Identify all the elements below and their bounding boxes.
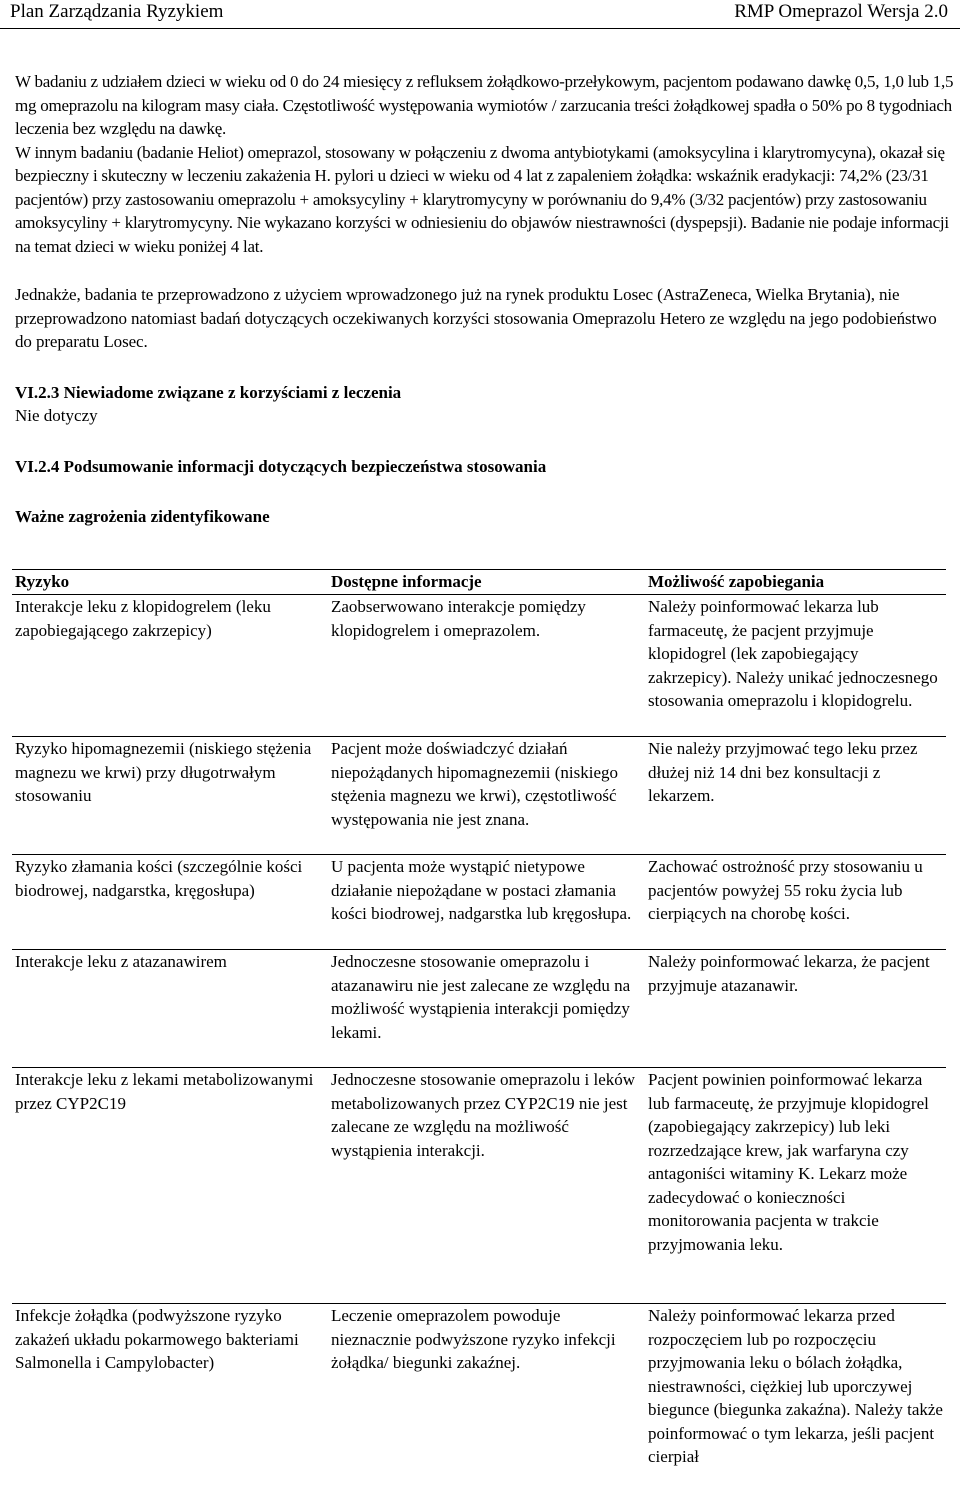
cell-prevention: Nie należy przyjmować tego leku przez dłużej niż 14 dni bez konsultacji z lekarzem. (645, 737, 946, 855)
cell-info: Jednoczesne stosowanie omeprazolu i leków metabolizowanych przez CYP2C19 nie jest zalecane ze względu na możliwość wystąpienia interakcji. (328, 1068, 645, 1304)
column-header-risk: Ryzyko (12, 570, 328, 595)
cell-risk: Interakcje leku z klopidogrelem (leku zapobiegającego zakrzepicy) (12, 595, 328, 737)
cell-risk: Interakcje leku z atazanawirem (12, 950, 328, 1068)
table-row (12, 950, 946, 1068)
header-document-title: Plan Zarządzania Ryzykiem (10, 0, 223, 24)
cell-prevention: Należy poinformować lekarza przed rozpoczęciem lub po rozpoczęciu przyjmowania leku o bólach żołądka, niestrawności, ciężkiej lub uporczywej biegunce (biegunka zakaźna). Należy także poinformować o tym lekarza, jeśli pacjent cierpiał (645, 1304, 946, 1504)
cell-prevention: Należy poinformować lekarza, że pacjent przyjmuje atazanawir. (645, 950, 946, 1068)
paragraph-study-infants: W badaniu z udziałem dzieci w wieku od 0 do 24 miesięcy z refluksem żołądkowo-przełykowym, pacjentom podawano dawkę 0,5, 1,0 lub 1,5 mg omeprazolu na kilogram masy ciała. Częstotliwość występowania wymiotów / zarzucania treści żołądkowej spadła o 50% po 8 tygodniach leczenia bez względu na dawkę. (15, 70, 957, 141)
cell-info: Leczenie omeprazolem powoduje nieznacznie podwyższone ryzyko infekcji żołądka/ biegunki zakaźnej. (328, 1304, 645, 1504)
document-body (15, 70, 957, 529)
column-header-prevention: Możliwość zapobiegania (645, 570, 946, 595)
column-header-info: Dostępne informacje (328, 570, 645, 595)
section-vi-2-3-body: Nie dotyczy (15, 404, 957, 428)
paragraph-losec-note: Jednakże, badania te przeprowadzono z użyciem wprowadzonego już na rynek produktu Losec (AstraZeneca, Wielka Brytania), nie przeprowadzono natomiast badań dotyczących oczekiwanych korzyści stosowania Omeprazolu Hetero ze względu na jego podobieństwo do preparatu Losec. (15, 283, 957, 354)
cell-risk: Infekcje żołądka (podwyższone ryzyko zakażeń układu pokarmowego bakteriami Salmonella i Campylobacter) (12, 1304, 328, 1504)
header-divider (0, 28, 960, 29)
cell-risk: Interakcje leku z lekami metabolizowanymi przez CYP2C19 (12, 1068, 328, 1304)
subheading-identified-risks: Ważne zagrożenia zidentyfikowane (15, 505, 957, 529)
cell-prevention: Pacjent powinien poinformować lekarza lub farmaceutę, że przyjmuje klopidogrel (zapobiegający zakrzepicy) lub leki rozrzedzające krew, jak warfaryna czy antagoniści witaminy K. Lekarz może zadecydować o konieczności monitorowania pacjenta w trakcie przyjmowania leku. (645, 1068, 946, 1304)
identified-risks-table (12, 569, 946, 1504)
table-row (12, 595, 946, 737)
cell-info: Pacjent może doświadczyć działań niepożądanych hipomagnezemii (niskiego stężenia magnezu we krwi), częstotliwość występowania nie jest znana. (328, 737, 645, 855)
cell-info: U pacjenta może wystąpić nietypowe działanie niepożądane w postaci złamania kości biodrowej, nadgarstka lub kręgosłupa. (328, 855, 645, 950)
page-header (0, 0, 960, 30)
cell-info: Zaobserwowano interakcje pomiędzy klopidogrelem i omeprazolem. (328, 595, 645, 737)
cell-risk: Ryzyko hipomagnezemii (niskiego stężenia magnezu we krwi) przy długotrwałym stosowaniu (12, 737, 328, 855)
table-row (12, 1304, 946, 1504)
cell-prevention: Należy poinformować lekarza lub farmaceutę, że pacjent przyjmuje klopidogrel (lek zapobiegający zakrzepicy). Należy unikać jednoczesnego stosowania omeprazolu i klopidogrelu. (645, 595, 946, 737)
table-row (12, 737, 946, 855)
section-heading-vi-2-3: VI.2.3 Niewiadome związane z korzyściami z leczenia (15, 381, 957, 405)
cell-risk: Ryzyko złamania kości (szczególnie kości biodrowej, nadgarstka, kręgosłupa) (12, 855, 328, 950)
cell-prevention: Zachować ostrożność przy stosowaniu u pacjentów powyżej 55 roku życia lub cierpiących na chorobę kości. (645, 855, 946, 950)
table-header-row (12, 570, 946, 595)
table-row (12, 1068, 946, 1304)
cell-info: Jednoczesne stosowanie omeprazolu i atazanawiru nie jest zalecane ze względu na możliwość wystąpienia interakcji pomiędzy lekami. (328, 950, 645, 1068)
table-row (12, 855, 946, 950)
paragraph-study-heliot: W innym badaniu (badanie Heliot) omeprazol, stosowany w połączeniu z dwoma antybiotykami (amoksycylina i klarytromycyna), okazał się bezpieczny i skuteczny w leczeniu zakażenia H. pylori u dzieci w wieku od 4 lat z zapaleniem żołądka: wskaźnik eradykacji: 74,2% (23/31 pacjentów) przy zastosowaniu omeprazolu + amoksycyliny + klarytromycyny w porównaniu do 9,4% (3/32 pacjentów) przy zastosowaniu amoksycyliny + klarytromycyny. Nie wykazano korzyści w odniesieniu do objawów niestrawności (dyspepsji). Badanie nie podaje informacji na temat dzieci w wieku poniżej 4 lat. (15, 141, 957, 259)
header-version: RMP Omeprazol Wersja 2.0 (734, 0, 948, 24)
section-heading-vi-2-4: VI.2.4 Podsumowanie informacji dotyczących bezpieczeństwa stosowania (15, 455, 957, 479)
